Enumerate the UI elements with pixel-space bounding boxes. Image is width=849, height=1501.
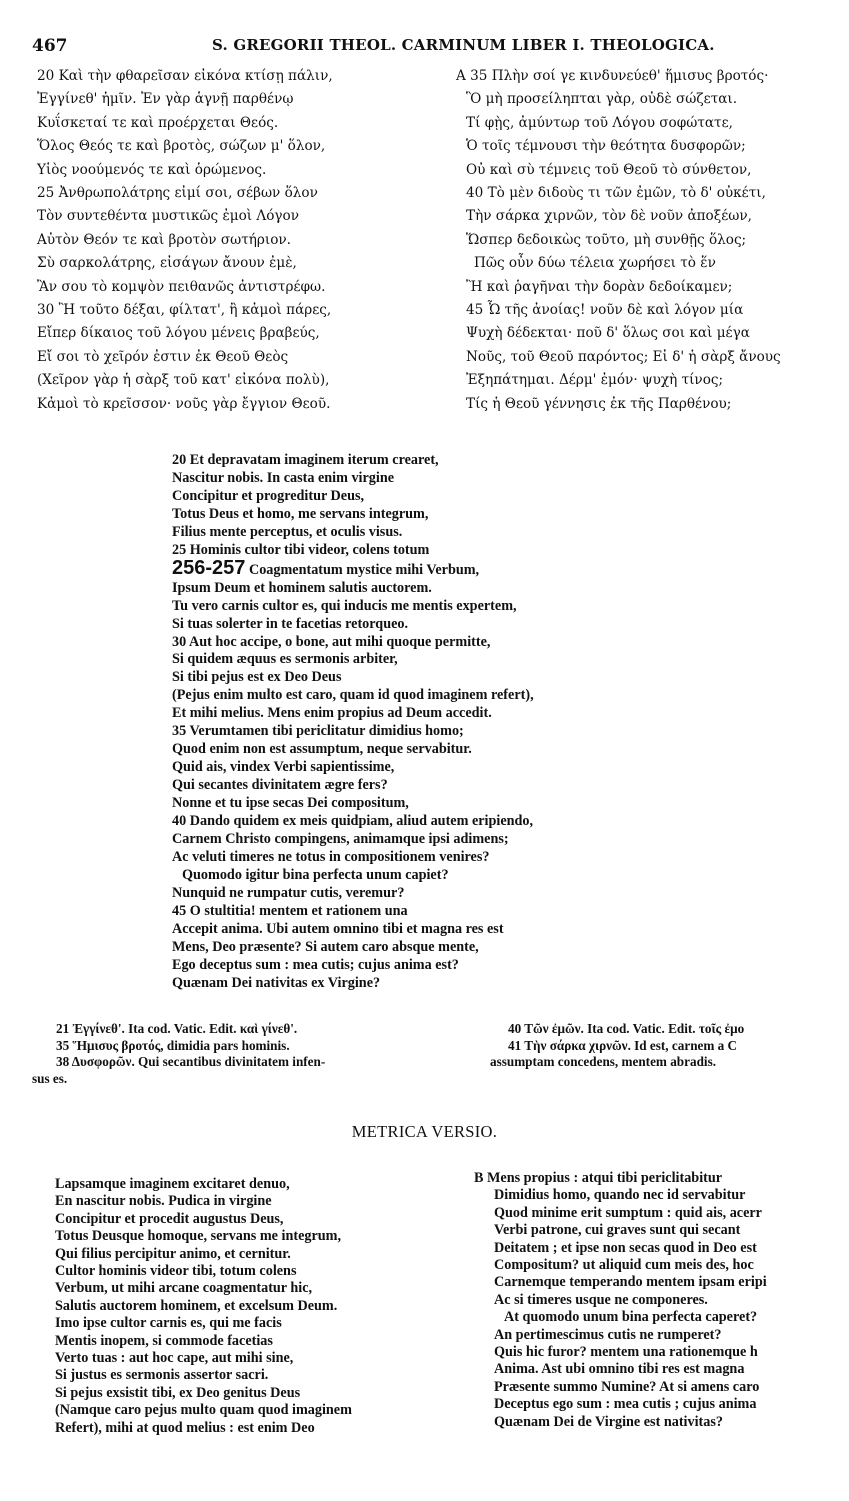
footnote: 38 Δυσφορῶν. Qui secantibus divinitatem infen- — [56, 1054, 326, 1069]
text-line: Quis hic furor? mentem una rationemque h — [494, 1344, 758, 1361]
text-line: Quod enim non est assumptum, neque servabitur. — [172, 741, 472, 758]
running-title: S. GREGORII THEOL. CARMINUM LIBER I. THEOLOGICA. — [212, 36, 715, 54]
page-marker: 256-257 — [172, 556, 246, 579]
text-line: Quid ais, vindex Verbi sapientissime, — [172, 759, 395, 776]
text-line: Τί φῂς, ἀμύντωρ τοῦ Λόγου σοφώτατε, — [466, 114, 733, 131]
text-line: Nascitur nobis. In casta enim virgine — [172, 469, 395, 486]
text-line: Κἀμοὶ τὸ κρεῖσσον· νοῦς γὰρ ἔγγιον Θεοῦ. — [37, 395, 331, 412]
text-line: Nonne et tu ipse secas Dei compositum, — [172, 795, 409, 812]
text-line: Ἢ καὶ ῥαγῆναι τὴν δορὰν δεδοίκαμεν; — [466, 278, 733, 295]
text-line: Et mihi melius. Mens enim propius ad Deum accedit. — [172, 705, 492, 722]
text-line: Ὃ μὴ προσείληπται γὰρ, οὐδὲ σώζεται. — [466, 91, 738, 108]
text-line: 25 Ἀνθρωπολάτρης εἰμί σοι, σέβων ὅλον — [37, 185, 318, 202]
text-line: Totus Deusque homoque, servans me integrum, — [55, 1228, 342, 1245]
text-line: Ὥσπερ δεδοικὼς τοῦτο, μὴ συνθῇς ὅλος; — [466, 231, 747, 248]
text-line: Quænam Dei de Virgine est nativitas? — [494, 1413, 723, 1430]
text-line: Dimidius homo, quando nec id servabitur — [494, 1187, 746, 1204]
text-line: Qui filius percipitur animo, et cernitur. — [55, 1245, 291, 1262]
text-line: Verto tuas : aut hoc cape, aut mihi sine, — [55, 1350, 294, 1367]
text-line: 40 Τὸ μὲν διδοὺς τι τῶν ἐμῶν, τὸ δ' οὐκέτι, — [466, 185, 766, 202]
footnote: 41 Τὴν σάρκα χιρνῶν. Id est, carnem a C — [508, 1037, 738, 1053]
text-line: 35 Verumtamen tibi periclitatur dimidius homo; — [172, 723, 464, 740]
text-line: Ac veluti timeres ne totus in compositionem venires? — [172, 848, 490, 865]
text-line: B Mens propius : atqui tibi periclitabitur — [474, 1170, 723, 1186]
text-line: Salutis auctorem hominem, et excelsum Deum. — [55, 1297, 338, 1314]
footnote: assumptam concedens, mentem abradis. — [490, 1054, 717, 1069]
text-line: Υἱὸς νοούμενός τε καὶ ὁρώμενος. — [37, 161, 267, 178]
text-line: Si tuas solerter in te facetias retorqueo. — [172, 615, 409, 632]
footnotes-left — [32, 1021, 466, 1087]
text-line: Quænam Dei nativitas ex Virgine? — [172, 974, 381, 991]
text-line: 30 Ἢ τοῦτο δέξαι, φίλτατ', ἢ κἀμοὶ πάρες, — [37, 302, 332, 319]
text-line: Τὸν συντεθέντα μυστικῶς ἐμοὶ Λόγον — [37, 208, 299, 225]
text-line: Verbi patrone, cui graves sunt qui secant — [494, 1222, 741, 1239]
text-line: 45 Ὦ τῆς ἀνοίας! νοῦν δὲ καὶ λόγον μία — [466, 302, 744, 319]
text-line: (Pejus enim multo est caro, quam id quod imaginem refert), — [172, 687, 534, 704]
text-line: Verbum, ut mihi arcane coagmentatur hic, — [55, 1280, 313, 1297]
text-line: Ipsum Deum et hominem salutis auctorem. — [172, 579, 432, 596]
text-line: Concipitur et progreditur Deus, — [172, 487, 365, 504]
text-line: (Χεῖρον γὰρ ἡ σὰρξ τοῦ κατ' εἰκόνα πολὺ), — [37, 372, 330, 389]
text-line: Totus Deus et homo, me servans integrum, — [172, 505, 429, 522]
text-line: (Namque caro pejus multo quam quod imaginem — [55, 1402, 352, 1419]
text-line: Imo ipse cultor carnis es, qui me facis — [55, 1315, 282, 1332]
text-line: Ὅλος Θεός τε καὶ βροτὸς, σώζων μ' ὅλον, — [37, 138, 326, 155]
text-line: Ὁ τοῖς τέμνουσι τὴν θεότητα δυσφορῶν; — [466, 138, 746, 155]
greek-text-right — [456, 65, 781, 416]
page-number: 467 — [32, 36, 68, 56]
text-line: Deceptus ego sum : mea cutis ; cujus anima — [494, 1396, 757, 1413]
text-line: Ac si timeres usque ne componeres. — [494, 1291, 708, 1308]
text-line-content: Coagmentatum mystice mihi Verbum, — [248, 561, 480, 578]
text-line: Filius mente perceptus, et oculis visus. — [172, 523, 403, 540]
text-line: Cultor hominis videor tibi, totum colens — [55, 1263, 297, 1280]
text-line: 25 Hominis cultor tibi videor, colens totum — [172, 541, 430, 558]
text-line: Εἴπερ δίκαιος τοῦ λόγου μένεις βραβεύς, — [37, 325, 320, 342]
metrical-version-right — [474, 1170, 767, 1431]
text-line: Nunquid ne rumpatur cutis, veremur? — [172, 884, 405, 901]
text-line: Præsente summo Numine? At si amens caro — [494, 1378, 760, 1395]
text-line: Anima. Ast ubi omnino tibi res est magna — [494, 1361, 745, 1378]
text-line: Si pejus exsistit tibi, ex Deo genitus Deus — [55, 1384, 301, 1401]
text-line: An pertimescimus cutis ne rumperet? — [494, 1326, 722, 1343]
text-line: Εἴ σοι τὸ χεῖρόν ἐστιν ἐκ Θεοῦ Θεὸς — [37, 348, 289, 365]
text-line — [172, 556, 534, 580]
text-line: Mens, Deo præsente? Si autem caro absque mente, — [172, 938, 479, 955]
text-line: Si quidem æquus es sermonis arbiter, — [172, 651, 398, 668]
text-line: Νοῦς, τοῦ Θεοῦ παρόντος; Εἰ δ' ἡ σὰρξ ἄνους — [466, 348, 781, 365]
text-line: A 35 Πλὴν σοί γε κινδυνεύεθ' ἥμισυς βροτός· — [456, 68, 769, 84]
text-line: Carnem Christo compingens, animamque ipsi adimens; — [172, 831, 509, 848]
text-line: Lapsamque imaginem excitaret denuo, — [55, 1176, 290, 1192]
footnote: 21 Ἐγγίνεθ'. Ita cod. Vatic. Edit. καὶ γίνεθ'. — [56, 1021, 298, 1036]
text-line: 40 Dando quidem ex meis quidpiam, aliud autem eripiendo, — [172, 813, 534, 830]
text-line: Mentis inopem, si commode facetias — [55, 1332, 273, 1349]
text-line: Compositum? ut aliquid cum meis des, hoc — [494, 1257, 754, 1274]
text-line: Si tibi pejus est ex Deo Deus — [172, 669, 342, 686]
text-line: Qui secantes divinitatem ægre fers? — [172, 777, 388, 794]
text-line: Σὺ σαρκολάτρης, εἰσάγων ἄνουν ἐμὲ, — [37, 255, 297, 272]
text-line: At quomodo unum bina perfecta caperet? — [504, 1309, 758, 1326]
text-line: 45 O stultitia! mentem et rationem una — [172, 902, 408, 919]
text-line: Ἂν σου τὸ κομψὸν πειθανῶς ἀντιστρέφω. — [37, 278, 326, 295]
text-line: Ἐγγίνεθ' ἡμῖν. Ἐν γὰρ ἁγνῇ παρθένῳ — [37, 91, 294, 108]
footnote: sus es. — [32, 1070, 68, 1086]
text-line: Carnemque temperando mentem ipsam eripi — [494, 1274, 767, 1291]
text-line: 20 Καὶ τὴν φθαρεῖσαν εἰκόνα κτίσῃ πάλιν, — [37, 68, 333, 84]
text-line: Si justus es sermonis assertor sacri. — [55, 1367, 269, 1384]
metrical-version-left — [55, 1176, 352, 1437]
text-line: Τὴν σάρκα χιρνῶν, τὸν δὲ νοῦν ἀποξέων, — [466, 208, 752, 225]
section-title: METRICA VERSIO. — [351, 1122, 498, 1141]
text-line: Accepit anima. Ubi autem omnino tibi et magna res est — [172, 920, 504, 937]
text-line: Quod minime erit sumptum : quid ais, acerr — [494, 1204, 762, 1221]
text-line: En nascitur nobis. Pudica in virgine — [55, 1193, 272, 1210]
text-line: Πῶς οὖν δύω τέλεια χωρήσει τὸ ἕν — [474, 255, 716, 272]
footnotes-right — [490, 1021, 744, 1071]
text-line: Refert), mihi at quod melius : est enim Deo — [55, 1419, 315, 1436]
text-line: Οὐ καὶ σὺ τέμνεις τοῦ Θεοῦ τὸ σύνθετον, — [466, 161, 752, 178]
footnote: 35 Ἥμισυς βροτός, dimidia pars hominis. — [56, 1037, 290, 1053]
text-line: Αὐτὸν Θεόν τε καὶ βροτὸν σωτήριον. — [37, 231, 291, 248]
footnote: 40 Τῶν ἐμῶν. Ita cod. Vatic. Edit. τοῖς ἐμο — [508, 1021, 745, 1036]
text-line: Deitatem ; et ipse non secas quod in Deo est — [494, 1239, 757, 1256]
text-line: Concipitur et procedit augustus Deus, — [55, 1210, 284, 1227]
greek-text-left — [37, 65, 333, 416]
text-line: Κυΐσκεταί τε καὶ προέρχεται Θεός. — [37, 114, 279, 131]
text-line: 30 Aut hoc accipe, o bone, aut mihi quoque permitte, — [172, 633, 491, 650]
latin-translation — [172, 452, 534, 993]
text-line: Ἐξηπάτημαι. Δέρμ' ἐμόν· ψυχὴ τίνος; — [466, 372, 724, 389]
text-line: 20 Et depravatam imaginem iterum crearet, — [172, 452, 439, 468]
text-line: Ego deceptus sum : mea cutis; cujus anima est? — [172, 956, 459, 973]
text-line: Tu vero carnis cultor es, qui inducis me mentis expertem, — [172, 597, 517, 614]
text-line: Quomodo igitur bina perfecta unum capiet? — [182, 866, 449, 883]
text-line: Ψυχὴ δέδεκται· ποῦ δ' ὅλως σοι καὶ μέγα — [466, 325, 750, 342]
text-line: Τίς ἡ Θεοῦ γέννησις ἐκ τῆς Παρθένου; — [466, 395, 732, 412]
